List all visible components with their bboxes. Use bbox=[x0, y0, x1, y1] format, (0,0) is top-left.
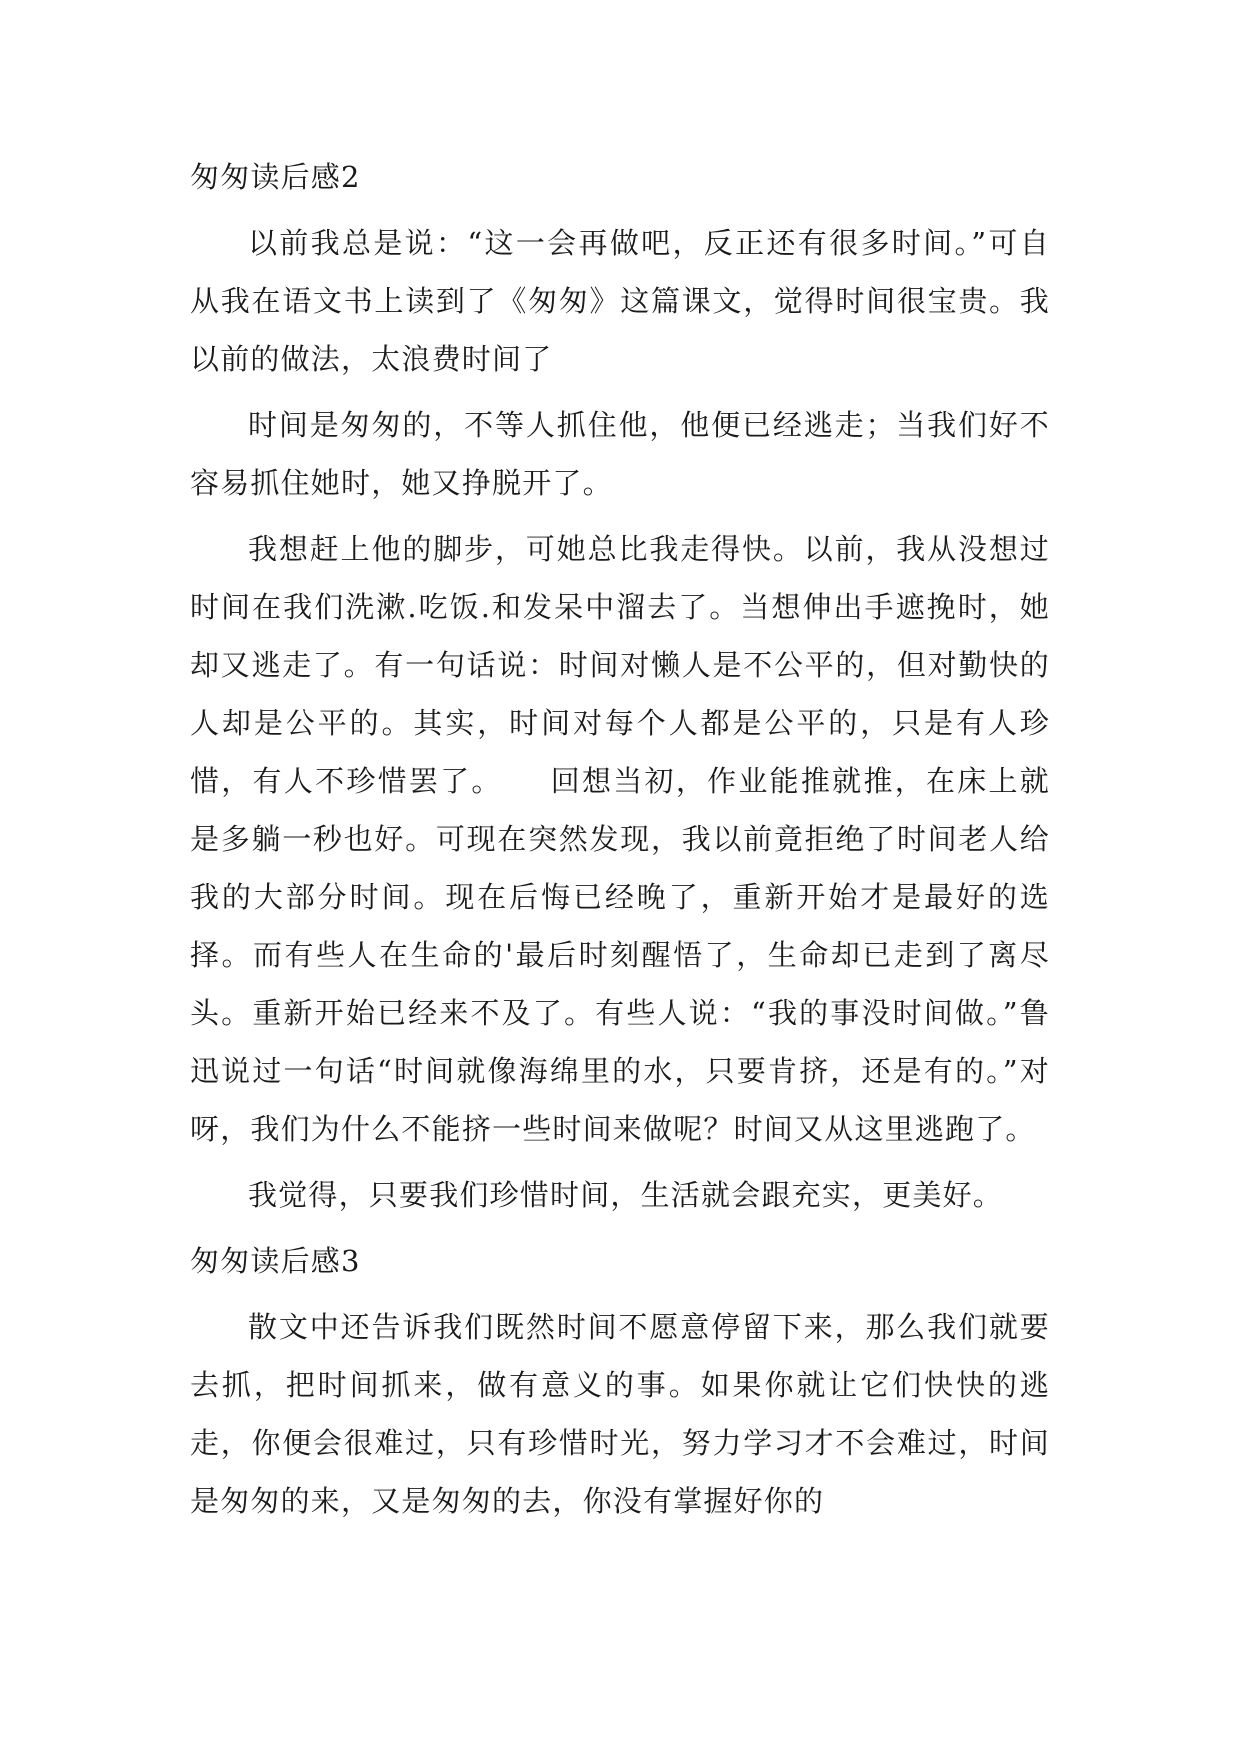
document-body bbox=[190, 148, 1050, 1538]
paragraph: 我想赶上他的脚步，可她总比我走得快。以前，我从没想过时间在我们洗漱.吃饭.和发呆中溜去了。当想伸出手遮挽时，她却又逃走了。有一句话说：时间对懒人是不公平的，但对勤快的人却是公平的。其实，时间对每个人都是公平的，只是有人珍惜，有人不珍惜罢了。 回想当初，作业能推就推，在床上就是多躺一秒也好。可现在突然发现，我以前竟拒绝了时间老人给我的大部分时间。现在后悔已经晚了，重新开始才是最好的选择。而有些人在生命的'最后时刻醒悟了，生命却已走到了离尽头。重新开始已经来不及了。有些人说：“我的事没时间做。”鲁迅说过一句话“时间就像海绵里的水，只要肯挤，还是有的。”对呀，我们为什么不能挤一些时间来做呢？时间又从这里逃跑了。 bbox=[190, 532, 1050, 1146]
paragraph: 以前我总是说：“这一会再做吧，反正还有很多时间。”可自从我在语文书上读到了《匆匆》这篇课文，觉得时间很宝贵。我以前的做法，太浪费时间了 bbox=[190, 226, 1050, 376]
paragraph: 时间是匆匆的，不等人抓住他，他便已经逃走；当我们好不容易抓住她时，她又挣脱开了。 bbox=[190, 408, 1050, 500]
section-heading: 匆匆读后感2 bbox=[190, 160, 361, 194]
section-heading: 匆匆读后感3 bbox=[190, 1244, 361, 1278]
paragraph: 散文中还告诉我们既然时间不愿意停留下来，那么我们就要去抓，把时间抓来，做有意义的事。如果你就让它们快快的逃走，你便会很难过，只有珍惜时光，努力学习才不会难过，时间是匆匆的来，又是匆匆的去，你没有掌握好你的 bbox=[190, 1310, 1050, 1518]
paragraph: 我觉得，只要我们珍惜时间，生活就会跟充实，更美好。 bbox=[248, 1178, 1004, 1212]
